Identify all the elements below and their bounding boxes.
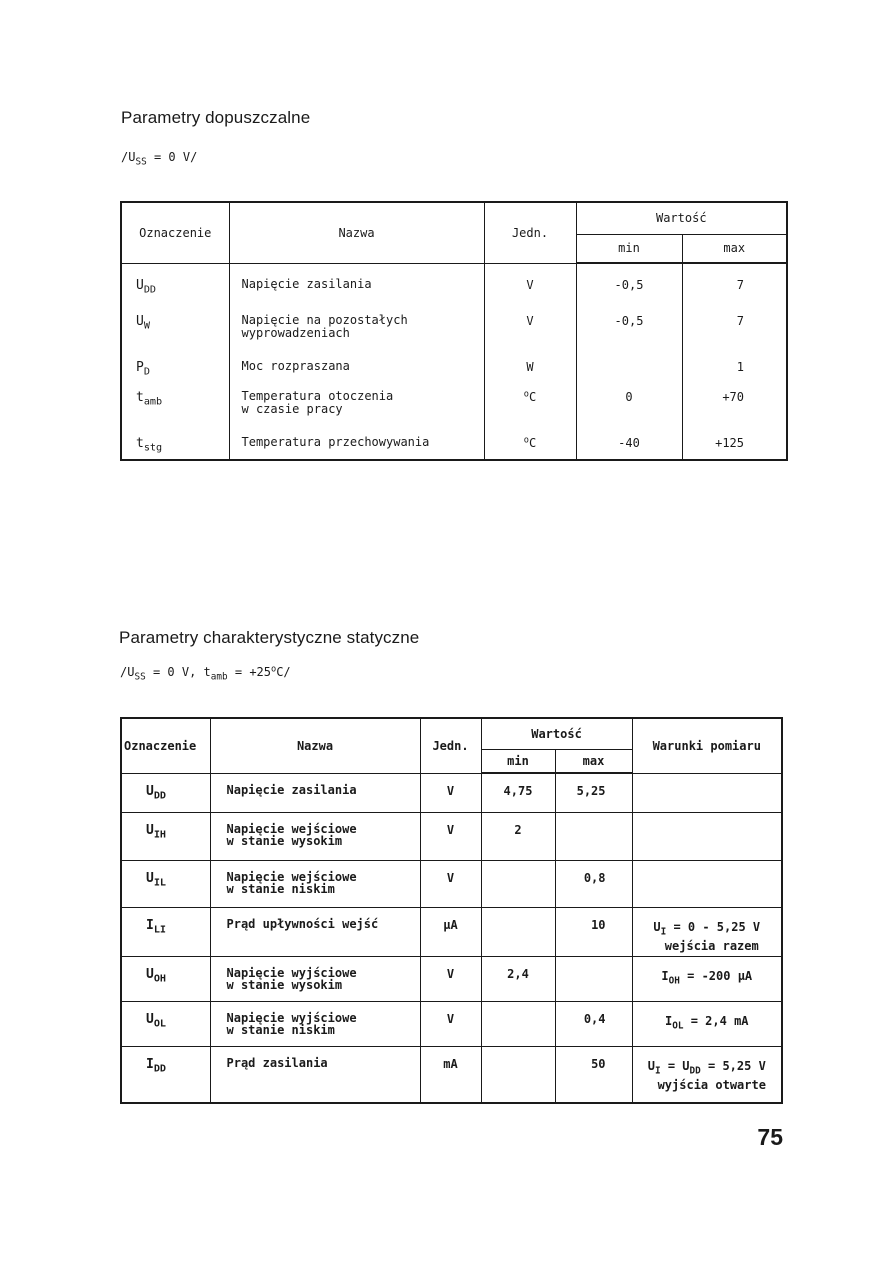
table-row: [121, 956, 782, 1001]
name-cell: Prąd upływności wejść: [210, 907, 420, 956]
name-cell: Napięcie wejściowe w stanie wysokim: [210, 812, 420, 860]
min-cell: 0: [576, 376, 682, 422]
max-cell: [555, 956, 632, 1001]
min-cell: -40: [576, 422, 682, 460]
min-cell: 4,75: [481, 773, 555, 812]
header-max: max: [555, 749, 632, 773]
max-cell: [555, 812, 632, 860]
name-cell: Temperatura przechowywania: [229, 422, 484, 460]
header-name: Nazwa: [210, 718, 420, 773]
header-value: Wartość: [576, 202, 787, 234]
min-cell: -0,5: [576, 300, 682, 346]
header-max: max: [682, 234, 787, 263]
header-name: Nazwa: [229, 202, 484, 263]
unit-cell: V: [420, 773, 481, 812]
header-symbol: Oznaczenie: [121, 202, 229, 263]
table-row: [121, 422, 787, 460]
table-row: [121, 1046, 782, 1103]
conditions-cell: [632, 860, 782, 907]
static-characteristics-table: [120, 717, 783, 1104]
unit-cell: V: [484, 300, 576, 346]
section2-title: Parametry charakterystyczne statyczne: [119, 628, 420, 647]
unit-cell: V: [420, 956, 481, 1001]
max-cell: +125: [682, 422, 787, 460]
symbol-cell: $U_{OH}$: [121, 956, 210, 1001]
table-row: [121, 907, 782, 956]
unit-cell: $^o$C: [484, 376, 576, 422]
min-cell: [481, 1001, 555, 1046]
max-cell: 0,4: [555, 1001, 632, 1046]
symbol-cell: $U_{DD}$: [121, 263, 229, 300]
unit-cell: V: [420, 812, 481, 860]
min-cell: [481, 860, 555, 907]
name-cell: Napięcie na pozostałych wyprowadzeniach: [229, 300, 484, 346]
table-row: [121, 812, 782, 860]
absolute-ratings-table: [120, 201, 788, 461]
symbol-cell: $P_D$: [121, 346, 229, 376]
max-cell: 0,8: [555, 860, 632, 907]
section2-conditions: $/U_{SS} = 0$ V, $t_{amb} = +25^oC/$: [120, 664, 291, 683]
section1-conditions: $/U_{SS} = 0$ V/: [121, 150, 198, 168]
name-cell: Napięcie wejściowe w stanie niskim: [210, 860, 420, 907]
max-cell: 1: [682, 346, 787, 376]
min-cell: [481, 907, 555, 956]
conditions-cell: $U_I = U_{DD} = 5,25$ V wyjścia otwarte: [632, 1046, 782, 1103]
header-unit: Jedn.: [484, 202, 576, 263]
table-row: [121, 376, 787, 422]
name-cell: Napięcie zasilania: [229, 263, 484, 300]
min-cell: 2: [481, 812, 555, 860]
symbol-cell: $U_{IH}$: [121, 812, 210, 860]
max-cell: 7: [682, 300, 787, 346]
unit-cell: $^o$C: [484, 422, 576, 460]
min-cell: 2,4: [481, 956, 555, 1001]
unit-cell: V: [484, 263, 576, 300]
max-cell: +70: [682, 376, 787, 422]
unit-cell: µA: [420, 907, 481, 956]
symbol-cell: $I_{LI}$: [121, 907, 210, 956]
header-conditions: Warunki pomiaru: [632, 718, 782, 773]
table-row: [121, 773, 782, 812]
name-cell: Napięcie wyjściowe w stanie wysokim: [210, 956, 420, 1001]
name-cell: Moc rozpraszana: [229, 346, 484, 376]
unit-cell: V: [420, 1001, 481, 1046]
header-value: Wartość: [481, 718, 632, 749]
name-cell: Prąd zasilania: [210, 1046, 420, 1103]
conditions-cell: $I_{OL} = 2,4$ mA: [632, 1001, 782, 1046]
table-row: [121, 346, 787, 376]
min-cell: -0,5: [576, 263, 682, 300]
name-cell: Napięcie zasilania: [210, 773, 420, 812]
table-row: [121, 263, 787, 300]
name-cell: Temperatura otoczenia w czasie pracy: [229, 376, 484, 422]
table-row: [121, 860, 782, 907]
page-number: 75: [757, 1124, 783, 1150]
section1-title: Parametry dopuszczalne: [121, 108, 311, 127]
header-symbol: Oznaczenie: [121, 718, 210, 773]
symbol-cell: $t_{amb}$: [121, 376, 229, 422]
table-row: [121, 300, 787, 346]
unit-cell: V: [420, 860, 481, 907]
symbol-cell: $U_{OL}$: [121, 1001, 210, 1046]
unit-cell: W: [484, 346, 576, 376]
min-cell: [576, 346, 682, 376]
symbol-cell: $U_W$: [121, 300, 229, 346]
symbol-cell: $I_{DD}$: [121, 1046, 210, 1103]
symbol-cell: $U_{DD}$: [121, 773, 210, 812]
header-min: min: [576, 234, 682, 263]
min-cell: [481, 1046, 555, 1103]
conditions-cell: [632, 812, 782, 860]
max-cell: 7: [682, 263, 787, 300]
max-cell: 50: [555, 1046, 632, 1103]
conditions-cell: $I_{OH} = -200$ µA: [632, 956, 782, 1001]
header-min: min: [481, 749, 555, 773]
conditions-cell: [632, 773, 782, 812]
max-cell: 10: [555, 907, 632, 956]
header-unit: Jedn.: [420, 718, 481, 773]
symbol-cell: $t_{stg}$: [121, 422, 229, 460]
max-cell: 5,25: [555, 773, 632, 812]
table-row: [121, 1001, 782, 1046]
conditions-cell: $U_I = 0 - 5,25$ V wejścia razem: [632, 907, 782, 956]
name-cell: Napięcie wyjściowe w stanie niskim: [210, 1001, 420, 1046]
symbol-cell: $U_{IL}$: [121, 860, 210, 907]
unit-cell: mA: [420, 1046, 481, 1103]
